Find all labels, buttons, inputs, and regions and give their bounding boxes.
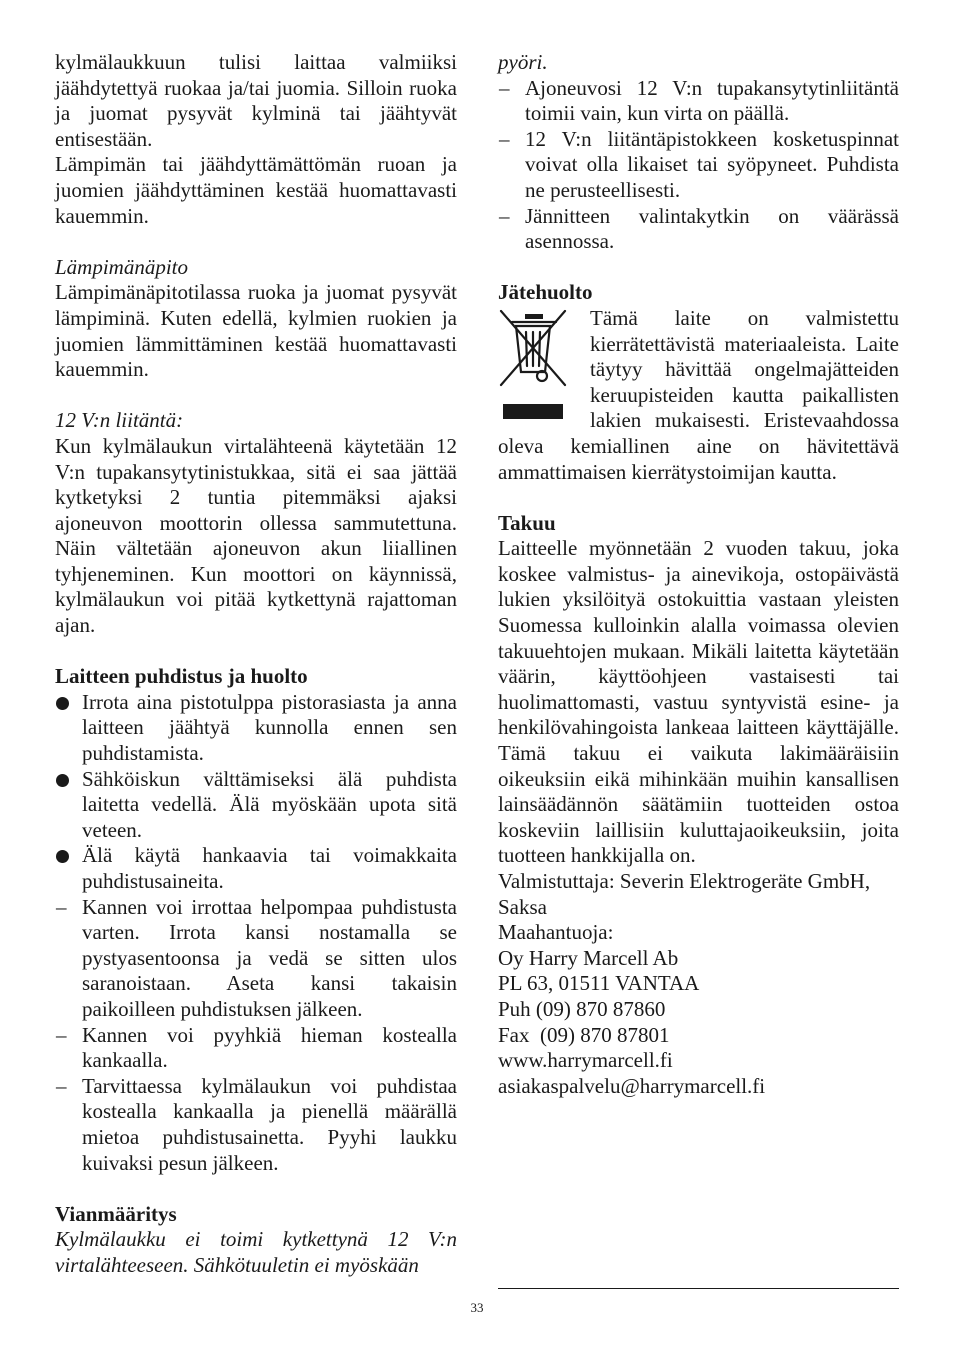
page-number: 33: [470, 1300, 484, 1315]
phone-number: Puh (09) 870 87860: [498, 996, 666, 1021]
dash-icon: –: [56, 1022, 67, 1047]
disposal-paragraph: Tämä laite on valmistettu kierrätettävistä materiaaleista. Laite täytyy hävittää ongelmajätteiden keruupisteiden kautta paikallisten lakien mukaisesti. Eristevaahdossa oleva kemiallinen aine on hävitettävä ammattimaisen kierrätystoimijan kautta.: [498, 305, 899, 484]
intro-paragraph: kylmälaukkuun tulisi laittaa valmiiksi jäähdytettyä ruokaa ja/tai juomia. Silloin ruoka ja juomat pysyvät kylminä tai jäähtyvät entisestään.: [55, 50, 457, 151]
list-item: [55, 1074, 457, 1176]
website-link[interactable]: www.harrymarcell.fi: [498, 1048, 673, 1073]
crossed-out-wheeled-bin-icon: [498, 308, 568, 420]
dash-icon: –: [56, 894, 67, 919]
importer-label: Maahantuoja:: [498, 920, 614, 945]
list-item: [498, 204, 899, 255]
cleaning-heading: Laitteen puhdistus ja huolto: [55, 664, 308, 689]
list-item-text: Kannen voi irrottaa helpompaa puhdistusta varten. Irrota kansi nostamalla se pystyasentoonsa ja vedä se sitten ulos saranoistaan. Aseta kansi takaisin paikoilleen puhdistuksen jälkeen.: [82, 894, 457, 1021]
importer-name: Oy Harry Marcell Ab: [498, 945, 679, 970]
list-item-text: Tarvittaessa kylmälaukun voi puhdistaa kostealla kankaalla ja pienellä määrällä mietoa puhdistusainetta. Pyyhi laukku kuivaksi pesun jälkeen.: [82, 1073, 457, 1175]
list-item-text: Ajoneuvosi 12 V:n tupakansytytinliitäntä toimii vain, kun virta on päällä.: [525, 75, 899, 126]
list-item-text: Irrota aina pistotulppa pistorasiasta ja anna laitteen jäähtyä kunnolla ennen sen puhdistamista.: [82, 689, 457, 766]
warranty-paragraph: Laitteelle myönnetään 2 vuoden takuu, joka koskee valmistus- ja ainevikoja, ostopäivästä lukien yksilöityä ostokuittia vastaan yleisten Suomessa kulloinkin alalla voimassa olevien takuuehtojen mukaan. Mikäli laitetta käytetään väärin, käyttöohjeen vastaisesti tai huolimattomasti, vastuu syntyvistä esine- ja henkilövahingoista lankeaa laitteen käyttäjälle. Tämä takuu ei vaikuta lakimääräisiin oikeuksiin eikä mihinkään muihin kansallisen lainsäädännön säätämiin tuotteiden ostoa koskeviin laillisiin kuluttajaoikeuksiin, joita tuotteen hankkijalla on.: [498, 536, 899, 868]
left-column: [55, 50, 457, 1279]
list-item: [55, 767, 457, 844]
importer-address: PL 63, 01511 VANTAA: [498, 971, 700, 996]
disposal-heading: Jätehuolto: [498, 280, 593, 305]
dash-icon: –: [56, 1073, 67, 1098]
warm-food-paragraph: Lämpimän tai jäähdyttämättömän ruoan ja juomien jäähdyttäminen kestää huomattavasti kauemmin.: [55, 152, 457, 228]
email-link[interactable]: asiakaspalvelu@harrymarcell.fi: [498, 1073, 766, 1098]
troubleshooting-heading: Vianmääritys: [55, 1201, 177, 1226]
right-column: [498, 50, 899, 1099]
warranty-heading: Takuu: [498, 510, 556, 535]
bullet-icon: [56, 850, 69, 863]
footer-divider: [498, 1288, 899, 1289]
list-item-text: 12 V:n liitäntäpistokkeen kosketuspinnat voivat olla likaiset tai syöpyneet. Puhdista ne perusteellisesti.: [525, 126, 899, 202]
list-item-text: Kannen voi pyyhkiä hieman kostealla kankaalla.: [82, 1022, 457, 1073]
troubleshooting-problem-continued: pyöri.: [498, 50, 548, 74]
keep-warm-heading: Lämpimänäpito: [55, 254, 189, 279]
dash-icon: –: [499, 75, 510, 100]
troubleshooting-problem: Kylmälaukku ei toimi kytkettynä 12 V:n virtalähteeseen. Sähkötuuletin ei myöskään: [55, 1227, 457, 1277]
bullet-icon: [56, 774, 69, 787]
dash-icon: –: [499, 203, 510, 228]
list-item: [55, 843, 457, 894]
list-item: [498, 127, 899, 204]
keep-warm-paragraph: Lämpimänäpitotilassa ruoka ja juomat pysyvät lämpiminä. Kuten edellä, kylmien ruokien ja juomien lämmittäminen kestää huomattavasti kauemmin.: [55, 280, 457, 382]
v12-paragraph: Kun kylmälaukun virtalähteenä käytetään 12 V:n tupakansytytinistukkaa, sitä ei saa jättää kytketyksi 2 tuntia pitemmäksi ajaksi ajoneuvon moottorin ollessa sammutettuna. Näin vältetään ajoneuvon akun liiallinen tyhjeneminen. Kun moottori on käynnissä, kylmälaukun voi pitää kytkettynä rajattoman ajan.: [55, 433, 457, 638]
bullet-icon: [56, 697, 69, 710]
list-item: [55, 895, 457, 1023]
disposal-section: [498, 306, 899, 485]
v12-heading: 12 V:n liitäntä:: [55, 408, 184, 433]
list-item-text: Jännitteen valintakytkin on väärässä asennossa.: [525, 203, 899, 254]
manufacturer-line: Valmistuttaja: Severin Elektrogeräte GmbH, Saksa: [498, 869, 871, 919]
list-item: [498, 76, 899, 127]
list-item-text: Älä käytä hankaavia tai voimakkaita puhdistusaineita.: [82, 843, 457, 893]
dash-icon: –: [499, 126, 510, 151]
fax-number: Fax (09) 870 87801: [498, 1022, 670, 1047]
list-item: [55, 690, 457, 767]
list-item: [55, 1023, 457, 1074]
list-item-text: Sähköiskun välttämiseksi älä puhdista laitetta vedellä. Älä myöskään upota sitä veteen.: [82, 766, 457, 842]
